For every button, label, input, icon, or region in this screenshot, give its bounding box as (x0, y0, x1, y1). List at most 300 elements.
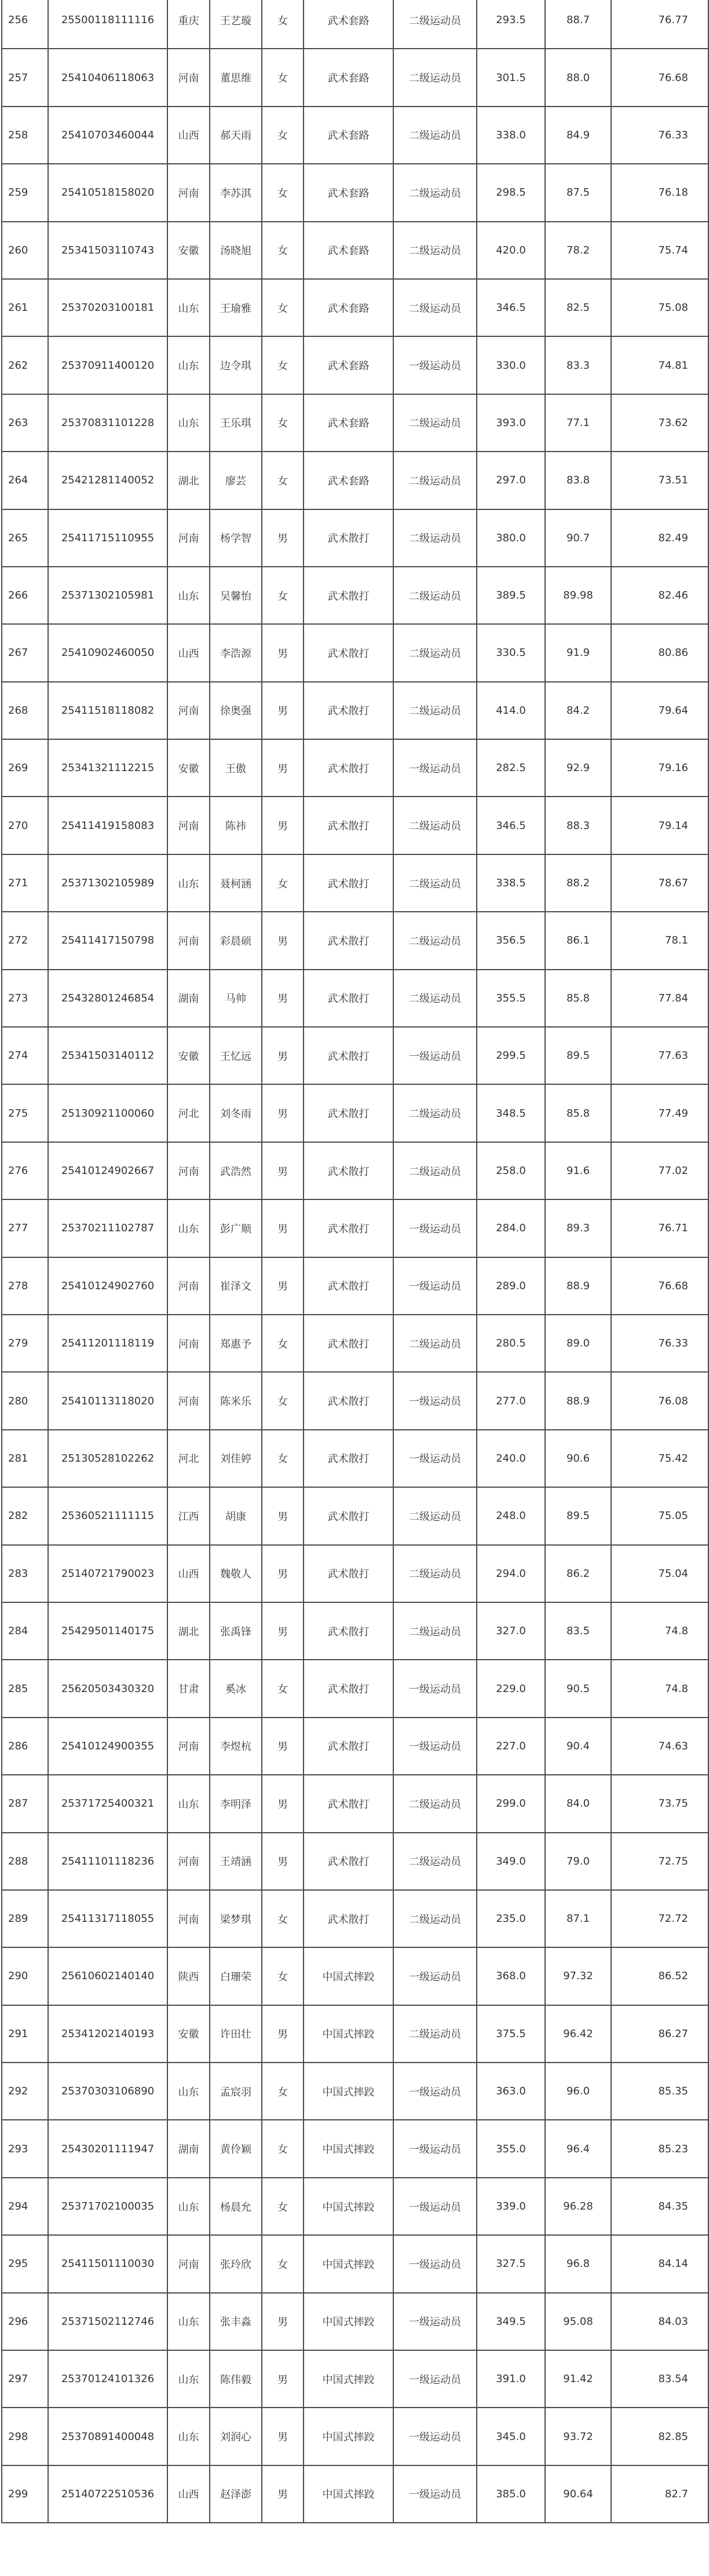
culture-score-cell: 299.5 (477, 1027, 545, 1084)
row-index-cell: 256 (2, 0, 48, 49)
composite-score-cell: 78.67 (611, 854, 708, 912)
name-cell: 杨晨允 (210, 2178, 262, 2235)
table-row (2, 2235, 708, 2292)
name-cell: 王忆远 (210, 1027, 262, 1084)
culture-score-cell: 345.0 (477, 2408, 545, 2465)
composite-score-cell: 84.35 (611, 2178, 708, 2235)
row-index-cell: 266 (2, 567, 48, 624)
specialty-score-cell: 83.3 (545, 336, 611, 394)
composite-score-cell: 77.49 (611, 1084, 708, 1142)
province-cell: 河北 (167, 1084, 210, 1142)
candidate-number-cell: 25410124902760 (48, 1257, 167, 1315)
culture-score-cell: 327.5 (477, 2235, 545, 2292)
athlete-level-cell: 一级运动员 (393, 1947, 477, 2005)
composite-score-cell: 75.08 (611, 279, 708, 336)
row-index-cell: 263 (2, 394, 48, 452)
specialty-score-cell: 91.6 (545, 1142, 611, 1199)
candidate-number-cell: 25370211102787 (48, 1199, 167, 1257)
name-cell: 徐奥强 (210, 682, 262, 739)
row-index-cell: 299 (2, 2465, 48, 2523)
row-index-cell: 268 (2, 682, 48, 739)
name-cell: 王艺璇 (210, 0, 262, 49)
candidate-number-cell: 25371302105981 (48, 567, 167, 624)
province-cell: 山东 (167, 854, 210, 912)
composite-score-cell: 76.77 (611, 0, 708, 49)
row-index-cell: 273 (2, 970, 48, 1027)
province-cell: 山东 (167, 2350, 210, 2408)
candidate-number-cell: 25341503140112 (48, 1027, 167, 1084)
athlete-level-cell: 一级运动员 (393, 739, 477, 797)
athlete-level-cell: 一级运动员 (393, 1372, 477, 1429)
table-row (2, 854, 708, 912)
sport-item-cell: 武术散打 (304, 1602, 393, 1660)
candidate-number-cell: 25370831101228 (48, 394, 167, 452)
name-cell: 李明泽 (210, 1775, 262, 1832)
specialty-score-cell: 88.9 (545, 1257, 611, 1315)
candidate-number-cell: 25360521111115 (48, 1487, 167, 1544)
name-cell: 陈米乐 (210, 1372, 262, 1429)
table-row (2, 222, 708, 279)
province-cell: 山东 (167, 1199, 210, 1257)
table-row (2, 509, 708, 567)
gender-cell: 男 (262, 509, 304, 567)
specialty-score-cell: 86.1 (545, 912, 611, 969)
sport-item-cell: 武术套路 (304, 394, 393, 452)
culture-score-cell: 284.0 (477, 1199, 545, 1257)
province-cell: 安徽 (167, 1027, 210, 1084)
candidate-number-cell: 25411419158083 (48, 797, 167, 854)
province-cell: 山东 (167, 336, 210, 394)
athlete-level-cell: 二级运动员 (393, 1487, 477, 1544)
table-row (2, 336, 708, 394)
sport-item-cell: 中国式摔跤 (304, 2235, 393, 2292)
sport-item-cell: 武术散打 (304, 1660, 393, 1717)
athlete-level-cell: 一级运动员 (393, 1430, 477, 1487)
sport-item-cell: 武术套路 (304, 0, 393, 49)
name-cell: 郑惠予 (210, 1315, 262, 1372)
row-index-cell: 267 (2, 624, 48, 681)
gender-cell: 女 (262, 2178, 304, 2235)
table-row (2, 624, 708, 681)
gender-cell: 女 (262, 222, 304, 279)
sport-item-cell: 武术散打 (304, 682, 393, 739)
sport-item-cell: 武术散打 (304, 1142, 393, 1199)
composite-score-cell: 75.05 (611, 1487, 708, 1544)
culture-score-cell: 391.0 (477, 2350, 545, 2408)
province-cell: 河南 (167, 912, 210, 969)
sport-item-cell: 武术套路 (304, 336, 393, 394)
table-row (2, 164, 708, 221)
table-row (2, 2005, 708, 2063)
name-cell: 魏敬人 (210, 1545, 262, 1602)
sport-item-cell: 武术套路 (304, 164, 393, 221)
province-cell: 山东 (167, 279, 210, 336)
athlete-level-cell: 二级运动员 (393, 452, 477, 509)
province-cell: 安徽 (167, 2005, 210, 2063)
composite-score-cell: 74.8 (611, 1602, 708, 1660)
specialty-score-cell: 85.8 (545, 970, 611, 1027)
province-cell: 山西 (167, 107, 210, 164)
province-cell: 河南 (167, 682, 210, 739)
culture-score-cell: 375.5 (477, 2005, 545, 2063)
table-row (2, 1487, 708, 1544)
name-cell: 刘润心 (210, 2408, 262, 2465)
culture-score-cell: 301.5 (477, 49, 545, 106)
table-row (2, 1660, 708, 1717)
row-index-cell: 294 (2, 2178, 48, 2235)
sport-item-cell: 武术散打 (304, 1775, 393, 1832)
name-cell: 陈祎 (210, 797, 262, 854)
table-row (2, 970, 708, 1027)
province-cell: 河南 (167, 1142, 210, 1199)
culture-score-cell: 282.5 (477, 739, 545, 797)
province-cell: 甘肃 (167, 1660, 210, 1717)
gender-cell: 男 (262, 1602, 304, 1660)
sport-item-cell: 武术散打 (304, 1084, 393, 1142)
table-row (2, 1027, 708, 1084)
gender-cell: 女 (262, 394, 304, 452)
sport-item-cell: 武术散打 (304, 1545, 393, 1602)
name-cell: 边令琪 (210, 336, 262, 394)
athlete-level-cell: 二级运动员 (393, 2005, 477, 2063)
table-row (2, 107, 708, 164)
culture-score-cell: 297.0 (477, 452, 545, 509)
province-cell: 山东 (167, 394, 210, 452)
culture-score-cell: 338.0 (477, 107, 545, 164)
candidate-number-cell: 25370303106890 (48, 2063, 167, 2120)
name-cell: 奚冰 (210, 1660, 262, 1717)
culture-score-cell: 363.0 (477, 2063, 545, 2120)
candidate-number-cell: 25410124900355 (48, 1718, 167, 1775)
candidate-number-cell: 25411417150798 (48, 912, 167, 969)
name-cell: 李煜杭 (210, 1718, 262, 1775)
sport-item-cell: 中国式摔跤 (304, 2465, 393, 2523)
athlete-level-cell: 一级运动员 (393, 2408, 477, 2465)
name-cell: 武浩然 (210, 1142, 262, 1199)
row-index-cell: 298 (2, 2408, 48, 2465)
province-cell: 河南 (167, 1718, 210, 1775)
specialty-score-cell: 88.9 (545, 1372, 611, 1429)
sport-item-cell: 武术散打 (304, 567, 393, 624)
gender-cell: 男 (262, 1027, 304, 1084)
name-cell: 吴馨怡 (210, 567, 262, 624)
name-cell: 张玲欣 (210, 2235, 262, 2292)
composite-score-cell: 76.08 (611, 1372, 708, 1429)
gender-cell: 男 (262, 1718, 304, 1775)
row-index-cell: 284 (2, 1602, 48, 1660)
province-cell: 河南 (167, 509, 210, 567)
name-cell: 许田壮 (210, 2005, 262, 2063)
candidate-number-cell: 25610602140140 (48, 1947, 167, 2005)
composite-score-cell: 83.54 (611, 2350, 708, 2408)
row-index-cell: 262 (2, 336, 48, 394)
name-cell: 孟宸羽 (210, 2063, 262, 2120)
row-index-cell: 277 (2, 1199, 48, 1257)
culture-score-cell: 277.0 (477, 1372, 545, 1429)
row-index-cell: 275 (2, 1084, 48, 1142)
culture-score-cell: 330.0 (477, 336, 545, 394)
name-cell: 胡康 (210, 1487, 262, 1544)
athlete-level-cell: 二级运动员 (393, 624, 477, 681)
gender-cell: 男 (262, 1257, 304, 1315)
row-index-cell: 285 (2, 1660, 48, 1717)
province-cell: 湖南 (167, 2120, 210, 2177)
culture-score-cell: 349.5 (477, 2293, 545, 2350)
composite-score-cell: 80.86 (611, 624, 708, 681)
row-index-cell: 279 (2, 1315, 48, 1372)
candidate-number-cell: 25429501140175 (48, 1602, 167, 1660)
table-body (2, 0, 708, 2523)
sport-item-cell: 武术散打 (304, 797, 393, 854)
province-cell: 山西 (167, 1545, 210, 1602)
row-index-cell: 287 (2, 1775, 48, 1832)
name-cell: 梁梦琪 (210, 1890, 262, 1947)
row-index-cell: 278 (2, 1257, 48, 1315)
athlete-level-cell: 一级运动员 (393, 2235, 477, 2292)
sport-item-cell: 武术套路 (304, 107, 393, 164)
name-cell: 董思维 (210, 49, 262, 106)
athlete-level-cell: 一级运动员 (393, 2063, 477, 2120)
athlete-level-cell: 一级运动员 (393, 2465, 477, 2523)
row-index-cell: 283 (2, 1545, 48, 1602)
province-cell: 河南 (167, 797, 210, 854)
specialty-score-cell: 90.64 (545, 2465, 611, 2523)
athlete-level-cell: 二级运动员 (393, 49, 477, 106)
table-row (2, 1775, 708, 1832)
composite-score-cell: 82.85 (611, 2408, 708, 2465)
table-row (2, 1084, 708, 1142)
province-cell: 安徽 (167, 222, 210, 279)
composite-score-cell: 76.71 (611, 1199, 708, 1257)
table-row (2, 912, 708, 969)
candidate-number-cell: 25410113118020 (48, 1372, 167, 1429)
gender-cell: 女 (262, 2120, 304, 2177)
row-index-cell: 289 (2, 1890, 48, 1947)
specialty-score-cell: 91.9 (545, 624, 611, 681)
row-index-cell: 260 (2, 222, 48, 279)
table-row (2, 2465, 708, 2523)
sport-item-cell: 武术散打 (304, 1199, 393, 1257)
province-cell: 山东 (167, 2293, 210, 2350)
sport-item-cell: 中国式摔跤 (304, 2120, 393, 2177)
province-cell: 山西 (167, 624, 210, 681)
athlete-level-cell: 二级运动员 (393, 567, 477, 624)
composite-score-cell: 75.74 (611, 222, 708, 279)
athlete-level-cell: 一级运动员 (393, 2350, 477, 2408)
athlete-level-cell: 二级运动员 (393, 164, 477, 221)
name-cell: 李浩源 (210, 624, 262, 681)
composite-score-cell: 86.27 (611, 2005, 708, 2063)
specialty-score-cell: 88.7 (545, 0, 611, 49)
table-row (2, 682, 708, 739)
culture-score-cell: 414.0 (477, 682, 545, 739)
sport-item-cell: 中国式摔跤 (304, 2350, 393, 2408)
specialty-score-cell: 88.3 (545, 797, 611, 854)
gender-cell: 男 (262, 739, 304, 797)
gender-cell: 女 (262, 1372, 304, 1429)
culture-score-cell: 229.0 (477, 1660, 545, 1717)
culture-score-cell: 338.5 (477, 854, 545, 912)
table-row (2, 279, 708, 336)
composite-score-cell: 76.18 (611, 164, 708, 221)
candidate-number-cell: 25410124902667 (48, 1142, 167, 1199)
name-cell: 王傲 (210, 739, 262, 797)
culture-score-cell: 327.0 (477, 1602, 545, 1660)
candidate-number-cell: 25371302105989 (48, 854, 167, 912)
row-index-cell: 295 (2, 2235, 48, 2292)
sport-item-cell: 中国式摔跤 (304, 2005, 393, 2063)
gender-cell: 男 (262, 624, 304, 681)
sport-item-cell: 武术散打 (304, 1315, 393, 1372)
gender-cell: 女 (262, 567, 304, 624)
gender-cell: 女 (262, 1660, 304, 1717)
athlete-level-cell: 一级运动员 (393, 2293, 477, 2350)
sport-item-cell: 武术套路 (304, 222, 393, 279)
gender-cell: 男 (262, 1545, 304, 1602)
row-index-cell: 269 (2, 739, 48, 797)
row-index-cell: 270 (2, 797, 48, 854)
name-cell: 刘佳婷 (210, 1430, 262, 1487)
specialty-score-cell: 84.2 (545, 682, 611, 739)
specialty-score-cell: 83.5 (545, 1602, 611, 1660)
sport-item-cell: 武术散打 (304, 509, 393, 567)
gender-cell: 男 (262, 2350, 304, 2408)
row-index-cell: 286 (2, 1718, 48, 1775)
culture-score-cell: 293.5 (477, 0, 545, 49)
row-index-cell: 271 (2, 854, 48, 912)
specialty-score-cell: 84.0 (545, 1775, 611, 1832)
name-cell: 刘冬雨 (210, 1084, 262, 1142)
candidate-number-cell: 25410703460044 (48, 107, 167, 164)
row-index-cell: 265 (2, 509, 48, 567)
specialty-score-cell: 89.98 (545, 567, 611, 624)
candidate-number-cell: 25370891400048 (48, 2408, 167, 2465)
culture-score-cell: 330.5 (477, 624, 545, 681)
table-row (2, 1545, 708, 1602)
sport-item-cell: 中国式摔跤 (304, 2178, 393, 2235)
specialty-score-cell: 92.9 (545, 739, 611, 797)
candidate-number-cell: 25130528102262 (48, 1430, 167, 1487)
candidate-number-cell: 25620503430320 (48, 1660, 167, 1717)
table-row (2, 797, 708, 854)
candidate-number-cell: 25410406118063 (48, 49, 167, 106)
culture-score-cell: 240.0 (477, 1430, 545, 1487)
row-index-cell: 258 (2, 107, 48, 164)
specialty-score-cell: 96.4 (545, 2120, 611, 2177)
sport-item-cell: 武术散打 (304, 739, 393, 797)
specialty-score-cell: 84.9 (545, 107, 611, 164)
table-row (2, 2178, 708, 2235)
athlete-level-cell: 一级运动员 (393, 1257, 477, 1315)
composite-score-cell: 82.49 (611, 509, 708, 567)
culture-score-cell: 258.0 (477, 1142, 545, 1199)
gender-cell: 男 (262, 912, 304, 969)
specialty-score-cell: 90.4 (545, 1718, 611, 1775)
name-cell: 彭广顺 (210, 1199, 262, 1257)
culture-score-cell: 346.5 (477, 279, 545, 336)
culture-score-cell: 298.5 (477, 164, 545, 221)
province-cell: 山西 (167, 2465, 210, 2523)
composite-score-cell: 74.8 (611, 1660, 708, 1717)
candidate-number-cell: 25341321112215 (48, 739, 167, 797)
gender-cell: 女 (262, 1947, 304, 2005)
sport-item-cell: 中国式摔跤 (304, 2408, 393, 2465)
gender-cell: 女 (262, 1890, 304, 1947)
candidate-number-cell: 25430201111947 (48, 2120, 167, 2177)
sport-item-cell: 武术散打 (304, 624, 393, 681)
name-cell: 郝天雨 (210, 107, 262, 164)
composite-score-cell: 72.72 (611, 1890, 708, 1947)
composite-score-cell: 74.81 (611, 336, 708, 394)
row-index-cell: 261 (2, 279, 48, 336)
table-row (2, 1372, 708, 1429)
province-cell: 山东 (167, 2063, 210, 2120)
province-cell: 江西 (167, 1487, 210, 1544)
athlete-level-cell: 二级运动员 (393, 1602, 477, 1660)
sport-item-cell: 武术套路 (304, 452, 393, 509)
specialty-score-cell: 87.1 (545, 1890, 611, 1947)
specialty-score-cell: 89.5 (545, 1487, 611, 1544)
row-index-cell: 291 (2, 2005, 48, 2063)
table-row (2, 567, 708, 624)
gender-cell: 女 (262, 107, 304, 164)
sport-item-cell: 武术散打 (304, 1372, 393, 1429)
athlete-level-cell: 一级运动员 (393, 2120, 477, 2177)
name-cell: 崔泽文 (210, 1257, 262, 1315)
candidate-number-cell: 25410902460050 (48, 624, 167, 681)
athlete-level-cell: 二级运动员 (393, 1890, 477, 1947)
athlete-level-cell: 二级运动员 (393, 394, 477, 452)
candidate-number-cell: 25371725400321 (48, 1775, 167, 1832)
composite-score-cell: 73.51 (611, 452, 708, 509)
composite-score-cell: 77.02 (611, 1142, 708, 1199)
composite-score-cell: 75.04 (611, 1545, 708, 1602)
candidate-number-cell: 25370911400120 (48, 336, 167, 394)
specialty-score-cell: 97.32 (545, 1947, 611, 2005)
sport-item-cell: 中国式摔跤 (304, 1947, 393, 2005)
row-index-cell: 276 (2, 1142, 48, 1199)
culture-score-cell: 393.0 (477, 394, 545, 452)
candidate-number-cell: 25140722510536 (48, 2465, 167, 2523)
athlete-level-cell: 二级运动员 (393, 1833, 477, 1890)
province-cell: 山东 (167, 567, 210, 624)
province-cell: 山东 (167, 1775, 210, 1832)
athlete-level-cell: 一级运动员 (393, 336, 477, 394)
sport-item-cell: 武术散打 (304, 970, 393, 1027)
gender-cell: 男 (262, 797, 304, 854)
sport-item-cell: 武术散打 (304, 1718, 393, 1775)
row-index-cell: 257 (2, 49, 48, 106)
culture-score-cell: 355.0 (477, 2120, 545, 2177)
candidate-number-cell: 25411501110030 (48, 2235, 167, 2292)
gender-cell: 女 (262, 164, 304, 221)
athlete-level-cell: 二级运动员 (393, 854, 477, 912)
sport-item-cell: 武术散打 (304, 1027, 393, 1084)
name-cell: 赵泽澎 (210, 2465, 262, 2523)
culture-score-cell: 389.5 (477, 567, 545, 624)
specialty-score-cell: 90.6 (545, 1430, 611, 1487)
province-cell: 河南 (167, 1890, 210, 1947)
specialty-score-cell: 93.72 (545, 2408, 611, 2465)
row-index-cell: 288 (2, 1833, 48, 1890)
province-cell: 山东 (167, 2178, 210, 2235)
composite-score-cell: 77.84 (611, 970, 708, 1027)
name-cell: 白珊荣 (210, 1947, 262, 2005)
athlete-level-cell: 二级运动员 (393, 1545, 477, 1602)
table-row (2, 0, 708, 49)
specialty-score-cell: 96.8 (545, 2235, 611, 2292)
specialty-score-cell: 88.0 (545, 49, 611, 106)
